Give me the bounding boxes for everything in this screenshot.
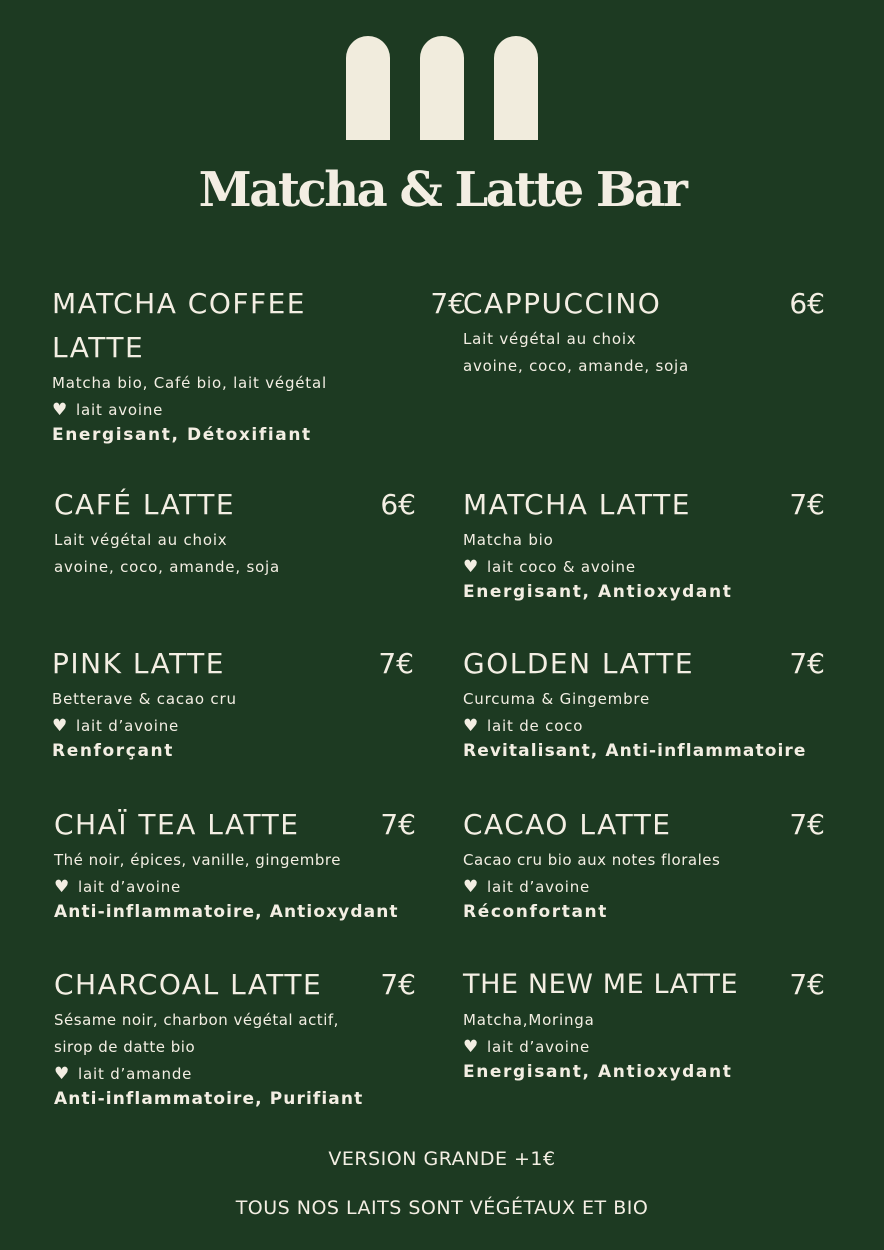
- item-name: CAFÉ LATTE: [54, 488, 236, 521]
- item-description: Matcha bio, Café bio, lait végétal: [52, 374, 327, 392]
- item-benefit: Energisant, Antioxydant: [463, 582, 733, 602]
- item-price: 6€: [380, 488, 416, 521]
- item-description: Betterave & cacao cru: [52, 690, 237, 708]
- heart-icon: ♥: [463, 1037, 480, 1057]
- menu-item-matcha-latte: [463, 483, 825, 604]
- menu-item-pink-latte: [52, 642, 414, 763]
- item-price: 7€: [378, 647, 414, 680]
- item-name: MATCHA COFFEE LATTE: [52, 287, 306, 364]
- item-name: PINK LATTE: [52, 647, 225, 680]
- heart-icon: ♥: [463, 716, 480, 736]
- item-price: 6€: [789, 287, 825, 320]
- item-benefit: Anti-inflammatoire, Antioxydant: [54, 902, 399, 922]
- menu-item-cafe-latte: [54, 483, 416, 581]
- item-name: CHARCOAL LATTE: [54, 968, 323, 1001]
- heart-icon: ♥: [463, 877, 480, 897]
- item-description: Lait végétal au choix: [54, 531, 228, 549]
- menu-item-cacao-latte: [463, 803, 825, 924]
- milk-note: TOUS NOS LAITS SONT VÉGÉTAUX ET BIO: [235, 1197, 649, 1219]
- item-milk-label: lait d’avoine: [78, 878, 182, 896]
- item-description: Curcuma & Gingembre: [463, 690, 651, 708]
- heart-icon: ♥: [52, 716, 69, 736]
- menu-item-chai-tea-latte: [54, 803, 416, 924]
- item-milk: [463, 713, 825, 739]
- item-description: Matcha bio: [463, 531, 554, 549]
- item-price: 7€: [789, 647, 825, 680]
- item-milk: [52, 713, 414, 739]
- item-benefit: Energisant, Détoxifiant: [52, 425, 312, 445]
- item-price: 7€: [380, 968, 416, 1001]
- item-description: avoine, coco, amande, soja: [463, 357, 690, 375]
- size-note: VERSION GRANDE +1€: [328, 1148, 556, 1170]
- item-price: 7€: [789, 488, 825, 521]
- menu-item-the-new-me-latte: [463, 963, 825, 1084]
- item-description: Sésame noir, charbon végétal actif,: [54, 1011, 339, 1029]
- item-name: CACAO LATTE: [463, 808, 672, 841]
- menu-item-golden-latte: [463, 642, 825, 763]
- heart-icon: ♥: [52, 400, 69, 420]
- item-benefit: Anti-inflammatoire, Purifiant: [54, 1089, 364, 1109]
- item-milk-label: lait d’amande: [78, 1065, 193, 1083]
- item-milk: [463, 554, 825, 580]
- item-price: 7€: [789, 968, 825, 1001]
- item-name: GOLDEN LATTE: [463, 647, 695, 680]
- item-milk: [52, 397, 422, 423]
- item-milk-label: lait coco & avoine: [487, 558, 636, 576]
- arch-shape: [494, 36, 538, 140]
- heart-icon: ♥: [463, 557, 480, 577]
- item-name: CHAÏ TEA LATTE: [54, 808, 300, 841]
- item-benefit: Réconfortant: [463, 902, 608, 922]
- item-description: Lait végétal au choix: [463, 330, 637, 348]
- arch-shape: [346, 36, 390, 140]
- page-title: Matcha & Latte Bar: [198, 162, 686, 218]
- item-name: MATCHA LATTE: [463, 488, 691, 521]
- item-milk-label: lait d’avoine: [76, 717, 180, 735]
- item-price: 7€: [380, 808, 416, 841]
- item-milk-label: lait d’avoine: [487, 1038, 591, 1056]
- item-benefit: Renforçant: [52, 741, 174, 761]
- menu-item-charcoal-latte: [54, 963, 416, 1111]
- item-milk-label: lait d’avoine: [487, 878, 591, 896]
- item-milk-label: lait de coco: [487, 717, 584, 735]
- item-description: Matcha,Moringa: [463, 1011, 595, 1029]
- item-description: avoine, coco, amande, soja: [54, 558, 281, 576]
- item-milk: [463, 1034, 825, 1060]
- item-price: 7€: [430, 287, 466, 320]
- item-price: 7€: [789, 808, 825, 841]
- arch-shape: [420, 36, 464, 140]
- menu-item-cappuccino: [463, 282, 825, 380]
- item-description: Cacao cru bio aux notes florales: [463, 851, 721, 869]
- item-milk: [54, 874, 416, 900]
- item-description: Thé noir, épices, vanille, gingembre: [54, 851, 341, 869]
- item-benefit: Energisant, Antioxydant: [463, 1062, 733, 1082]
- item-name: CAPPUCCINO: [463, 287, 662, 320]
- item-name: THE NEW ME LATTE: [463, 969, 739, 1000]
- heart-icon: ♥: [54, 1064, 71, 1084]
- item-description: sirop de datte bio: [54, 1038, 196, 1056]
- item-milk: [54, 1061, 416, 1087]
- item-milk: [463, 874, 825, 900]
- item-milk-label: lait avoine: [76, 401, 164, 419]
- heart-icon: ♥: [54, 877, 71, 897]
- menu-item-matcha-coffee-latte: [52, 282, 466, 447]
- three-arches-icon: [346, 36, 538, 140]
- item-benefit: Revitalisant, Anti-inflammatoire: [463, 741, 807, 761]
